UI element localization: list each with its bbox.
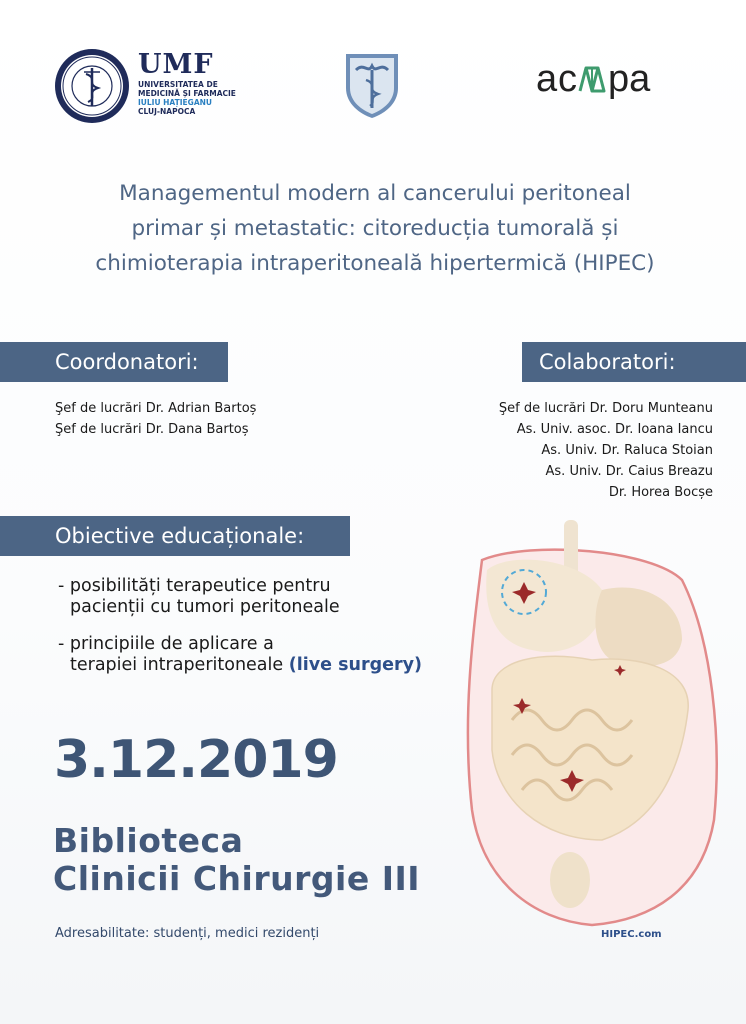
umf-title: UMF [138,49,214,80]
colaboratori-list [499,398,713,503]
obiective-list [58,576,422,692]
svg-text:pa: pa [608,60,651,100]
obiectiv-1-line2: pacienții cu tumori peritoneale [70,597,340,617]
audience-text: Adresabilitate: studenți, medici rezidenți [55,926,320,941]
event-date: 3.12.2019 [54,730,338,790]
obiectiv-2-line1: - principiile de aplicare a [58,634,274,654]
coordonatori-list [55,398,256,440]
coordonatori-heading: Coordonatori: [0,342,228,382]
coordonator-1: Şef de lucrări Dr. Adrian Bartoș [55,401,257,416]
colaborator-1: Şef de lucrări Dr. Doru Munteanu [498,401,713,416]
svg-text:a: a [536,60,558,100]
svg-text:c: c [558,60,577,100]
event-venue [53,822,420,898]
title-line-2: primar și metastatic: citoreducția tumorală și [131,216,619,241]
colaborator-3: As. Univ. Dr. Raluca Stoian [541,443,713,458]
umf-line2: MEDICINĂ ȘI FARMACIE [138,89,236,98]
umf-seal-logo [54,48,130,124]
hipec-credit: HIPEC.com [601,929,662,940]
obiectiv-2-text: terapiei intraperitoneale [70,655,284,675]
obiectiv-2 [58,634,422,676]
umf-line4: CLUJ-NAPOCA [138,107,196,116]
title-line-1: Managementul modern al cancerului peritoneal [119,181,631,206]
obiectiv-1 [58,576,422,618]
obiectiv-1-line1: - posibilități terapeutice pentru [58,576,331,596]
umf-line3: IULIU HAȚIEGANU [138,98,213,107]
colaborator-2: As. Univ. asoc. Dr. Ioana Iancu [516,422,713,437]
title-line-3: chimioterapia intraperitoneală hipertermică (HIPEC) [95,251,655,276]
abdominal-anatomy-illustration [452,520,722,950]
colaboratori-heading: Colaboratori: [522,342,746,382]
venue-line-2: Clinicii Chirurgie III [53,859,421,898]
actapa-wordmark-icon [536,60,688,100]
colaborator-4: As. Univ. Dr. Caius Breazu [545,464,713,479]
medical-crest-logo [336,48,408,120]
obiective-heading: Obiective educaționale: [0,516,350,556]
umf-line1: UNIVERSITATEA DE [138,80,218,89]
actapa-logo [536,60,688,110]
colaborator-5: Dr. Horea Bocșe [608,485,713,500]
live-surgery-label: (live surgery) [288,655,423,675]
obiectiv-2-line2 [58,655,422,676]
coordonator-2: Şef de lucrări Dr. Dana Bartoș [55,422,249,437]
umf-text-logo [138,50,236,116]
event-title [40,176,710,281]
venue-line-1: Biblioteca [53,821,244,860]
